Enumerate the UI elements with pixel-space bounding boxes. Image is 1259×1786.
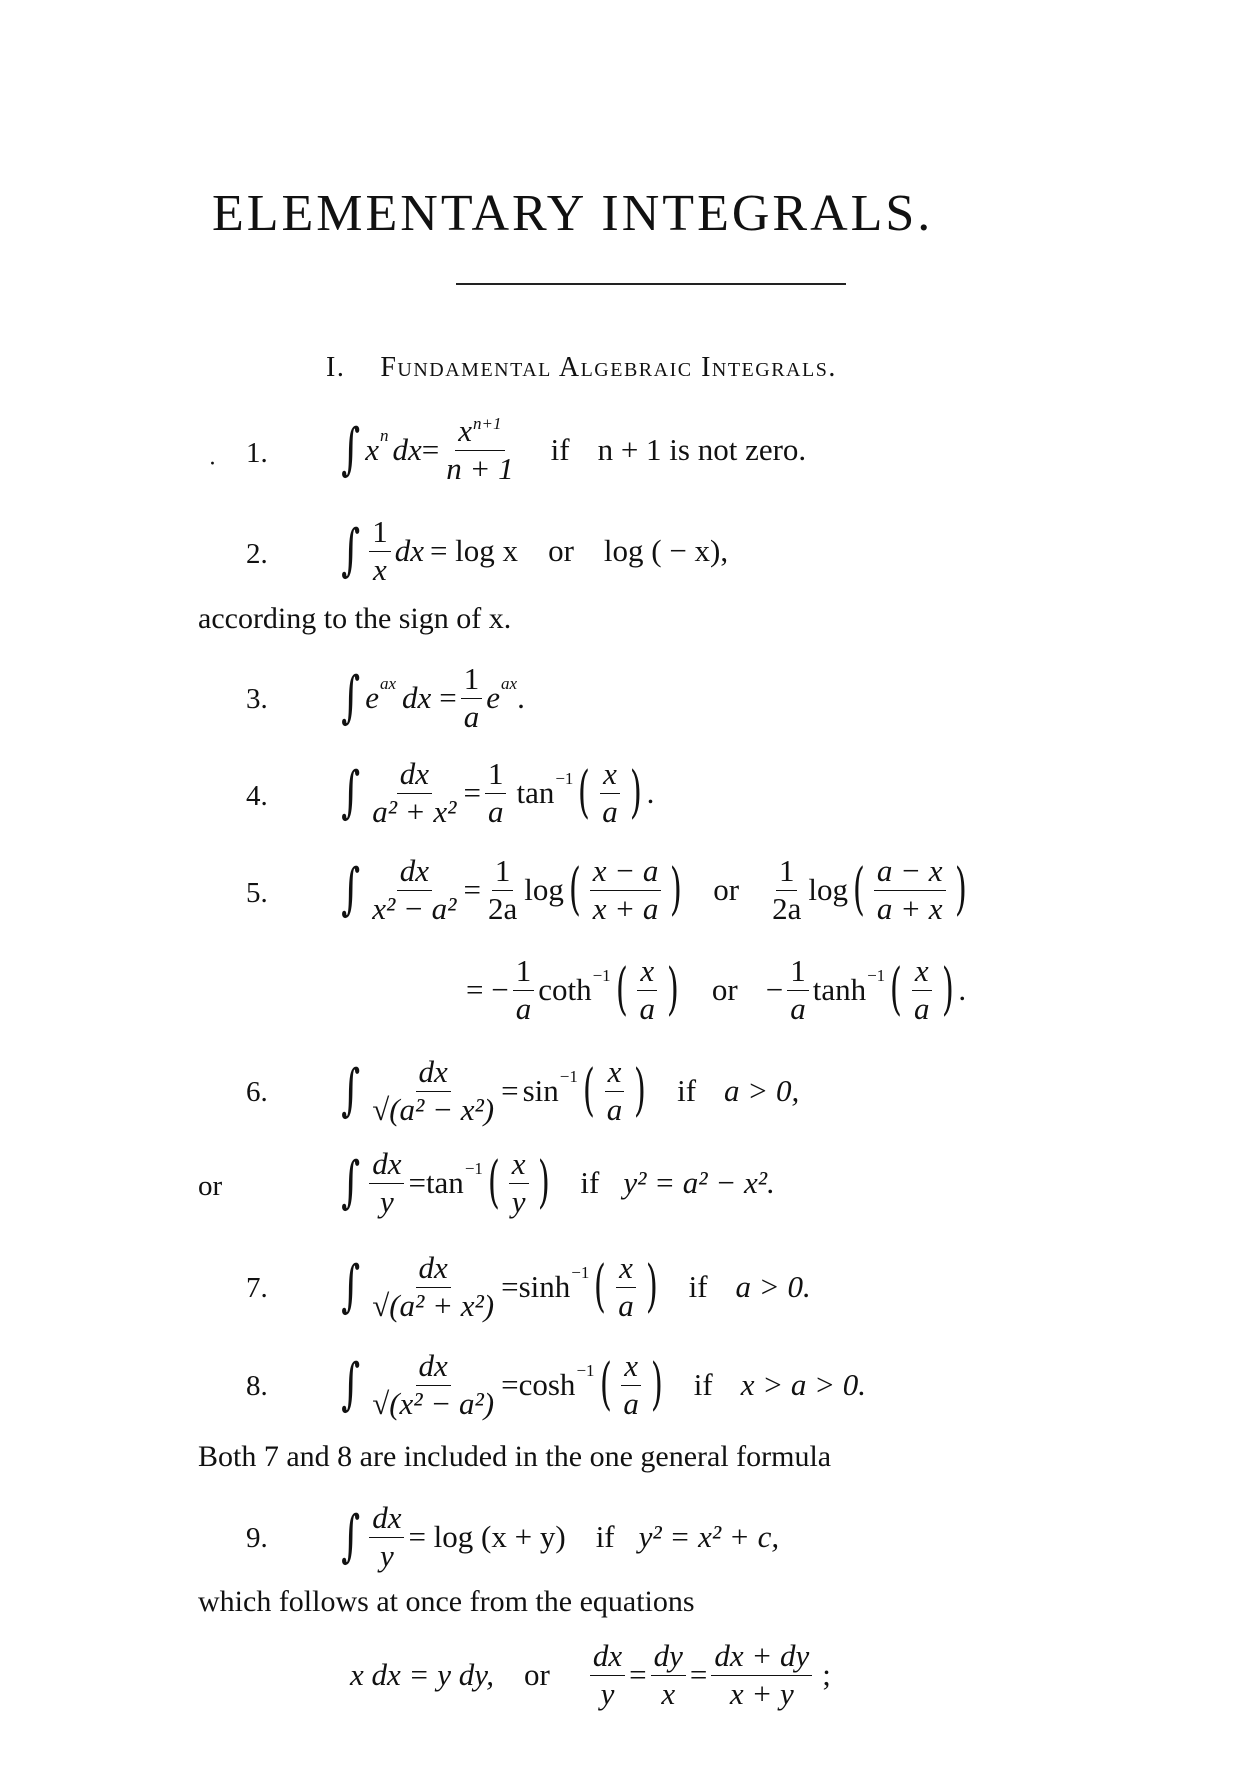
- differential: dx: [402, 680, 432, 715]
- numerator: dx: [372, 1499, 402, 1535]
- numerator: 1: [369, 516, 391, 552]
- equals-sign: =: [421, 432, 440, 467]
- title-rule: [456, 283, 846, 285]
- denominator: x: [373, 551, 387, 587]
- coefficient: [513, 952, 535, 1026]
- denominator: a: [602, 793, 618, 829]
- formula-number: 6.: [246, 1076, 268, 1108]
- condition: n + 1 is not zero.: [597, 432, 807, 467]
- inverse-exponent: −1: [592, 966, 611, 985]
- formula-4: [340, 755, 654, 831]
- equals-sign: =: [501, 1367, 519, 1402]
- differential: dx: [394, 533, 424, 568]
- numerator: x: [914, 952, 929, 988]
- fraction: [369, 852, 459, 926]
- denominator: √(a² + x²): [372, 1287, 495, 1323]
- function-name: tan: [425, 1165, 464, 1200]
- right-paren: ): [629, 760, 642, 825]
- equals-sign: =: [629, 1657, 647, 1692]
- denominator: a: [618, 1287, 634, 1323]
- numerator: dx: [399, 852, 429, 888]
- right-paren: ): [941, 957, 954, 1022]
- equals-sign: =: [408, 1165, 426, 1200]
- coefficient: [485, 852, 520, 926]
- formula-number: 2.: [246, 538, 268, 570]
- denominator: a: [623, 1385, 639, 1421]
- fraction: [369, 513, 391, 587]
- inverse-exponent: −1: [559, 1067, 578, 1086]
- numerator: dx: [418, 1249, 448, 1285]
- inverse-exponent: −1: [576, 1361, 595, 1380]
- denominator: √(a² − x²): [372, 1091, 495, 1127]
- denominator: a: [914, 990, 930, 1026]
- integrand-base: x: [365, 432, 379, 467]
- numerator: dx: [418, 1053, 448, 1089]
- numerator: 1: [513, 955, 535, 991]
- numerator: x: [619, 1249, 633, 1285]
- function-name: cosh: [518, 1367, 576, 1402]
- formula-8: [340, 1345, 866, 1425]
- formula-9: [340, 1497, 779, 1577]
- right-paren: ): [537, 1150, 550, 1215]
- coefficient: [787, 952, 809, 1026]
- condition: a > 0.: [735, 1269, 811, 1304]
- alternative-result: log ( − x),: [603, 533, 729, 568]
- numerator-exponent: n+1: [473, 413, 502, 433]
- denominator: a: [463, 698, 480, 734]
- numerator: x: [603, 755, 617, 791]
- numerator: dx: [592, 1637, 623, 1673]
- numerator: a − x: [876, 852, 943, 888]
- equals-sign: =: [463, 775, 481, 810]
- section-title: Fundamental Algebraic Integrals.: [380, 352, 837, 383]
- formula-number: 5.: [246, 877, 268, 909]
- formula-number: 8.: [246, 1370, 268, 1402]
- numerator: x: [511, 1145, 526, 1181]
- denominator: y: [379, 1537, 394, 1573]
- condition-word: if: [688, 1269, 708, 1304]
- equals-sign: =: [501, 1073, 519, 1108]
- condition: y² = x² + c,: [638, 1519, 780, 1554]
- denominator: n + 1: [446, 450, 514, 486]
- function-name: sin: [522, 1073, 559, 1108]
- denominator: x: [661, 1675, 676, 1711]
- formula-number: 4.: [246, 780, 268, 812]
- numerator: dy: [653, 1637, 683, 1673]
- argument: [911, 952, 933, 1026]
- formula-2: [340, 513, 728, 589]
- numerator: 1: [485, 758, 507, 794]
- or-word: or: [713, 872, 740, 907]
- function-name: coth: [538, 972, 592, 1007]
- integral-sign: ∫: [341, 665, 361, 730]
- formula-number: 1.: [246, 437, 268, 469]
- numerator: 1: [461, 663, 483, 699]
- exponent: ax: [379, 674, 396, 693]
- numerator: dx + dy: [714, 1637, 810, 1673]
- equals-sign: =: [439, 680, 457, 715]
- body-text: which follows at once from the equations: [198, 1585, 695, 1618]
- numerator: 1: [776, 855, 798, 891]
- integral-sign: ∫: [341, 1352, 361, 1417]
- period: .: [517, 680, 525, 715]
- numerator: x: [640, 952, 655, 988]
- body-text: Both 7 and 8 are included in the one general formula: [198, 1440, 832, 1473]
- integral-sign: ∫: [341, 760, 361, 825]
- denominator: x² − a²: [372, 890, 457, 926]
- left-paren: (: [852, 857, 865, 922]
- function-name: log: [524, 872, 564, 907]
- condition: x > a > 0.: [740, 1367, 867, 1402]
- section-heading: [326, 352, 837, 384]
- denominator: a + x: [876, 890, 943, 926]
- semicolon: ;: [822, 1657, 831, 1692]
- left-paren: (: [578, 760, 591, 825]
- numerator: x: [607, 1053, 622, 1089]
- inverse-exponent: −1: [464, 1159, 483, 1178]
- numerator: x: [458, 412, 473, 448]
- integral-sign: ∫: [341, 1254, 361, 1319]
- result: = log (x + y): [408, 1519, 566, 1554]
- equation: x dx = y dy,: [350, 1657, 494, 1692]
- argument: [615, 1249, 637, 1323]
- integral-sign: ∫: [341, 1150, 361, 1215]
- function-name: tan: [516, 775, 555, 810]
- denominator: a: [639, 990, 656, 1026]
- left-paren: (: [615, 957, 628, 1022]
- argument: [604, 1053, 626, 1127]
- right-paren: ): [954, 857, 967, 922]
- left-paren: (: [487, 1150, 500, 1215]
- rhs-exponent: ax: [501, 674, 518, 693]
- left-paren: (: [582, 1058, 595, 1123]
- denominator: a: [606, 1091, 623, 1127]
- denominator: a: [487, 793, 504, 829]
- formula-5: [340, 852, 971, 928]
- function-name: tanh: [812, 972, 867, 1007]
- integral-sign: ∫: [341, 1058, 361, 1123]
- condition-word: if: [580, 1165, 600, 1200]
- formula-number: 9.: [246, 1522, 268, 1554]
- page-title: ELEMENTARY INTEGRALS.: [212, 185, 934, 242]
- denominator: 2a: [487, 890, 518, 926]
- fraction: [369, 1053, 497, 1127]
- or-label: or: [198, 1170, 223, 1202]
- argument: [620, 1347, 642, 1421]
- result: = log x: [429, 533, 519, 568]
- fraction: [369, 1249, 497, 1323]
- fraction: [711, 1637, 812, 1711]
- coefficient: [769, 852, 804, 926]
- inverse-exponent: −1: [555, 769, 574, 788]
- left-paren: (: [568, 857, 581, 922]
- differential: dx: [392, 432, 422, 467]
- numerator: 1: [492, 855, 514, 891]
- argument: [590, 852, 662, 926]
- argument: [637, 952, 659, 1026]
- right-paren: ): [670, 857, 683, 922]
- fraction: [590, 1637, 625, 1711]
- condition-word: if: [595, 1519, 615, 1554]
- formula-3: [340, 660, 525, 736]
- denominator: √(x² − a²): [372, 1385, 495, 1421]
- equals-sign: =: [463, 872, 481, 907]
- fraction: [461, 660, 483, 734]
- formula-7: [340, 1247, 811, 1327]
- inverse-exponent: −1: [867, 966, 886, 985]
- left-paren: (: [890, 957, 903, 1022]
- fraction: [369, 1347, 497, 1421]
- function-name: sinh: [518, 1269, 571, 1304]
- fraction: [369, 1145, 404, 1219]
- denominator: a² + x²: [372, 793, 457, 829]
- right-paren: ): [634, 1058, 647, 1123]
- formula-1: [340, 412, 806, 488]
- equals-sign: =: [501, 1269, 519, 1304]
- or-word: or: [548, 533, 574, 568]
- equals-minus: = −: [466, 972, 509, 1007]
- condition-word: if: [550, 432, 570, 467]
- integral-sign: ∫: [341, 1504, 361, 1569]
- formula-6-alt: [340, 1143, 775, 1223]
- base: e: [365, 680, 379, 715]
- body-text: according to the sign of x.: [198, 602, 512, 635]
- argument: [599, 755, 621, 829]
- denominator: y: [511, 1183, 526, 1219]
- numerator: dx: [399, 755, 429, 791]
- final-equations: [350, 1635, 831, 1715]
- formula-5-line-2: [466, 952, 966, 1028]
- minus-sign: −: [765, 972, 784, 1007]
- condition-word: if: [693, 1367, 713, 1402]
- fraction: [651, 1637, 686, 1711]
- denominator: 2a: [772, 890, 802, 926]
- numerator: x − a: [592, 852, 659, 888]
- formula-number: 3.: [246, 683, 268, 715]
- or-word: or: [711, 972, 738, 1007]
- rhs-base: e: [486, 680, 501, 715]
- margin-dot: ·: [209, 452, 216, 477]
- fraction: [369, 755, 459, 829]
- period: .: [646, 775, 655, 810]
- right-paren: ): [645, 1254, 658, 1319]
- section-number: I.: [326, 352, 346, 383]
- formula-number: 7.: [246, 1272, 268, 1304]
- integral-sign: ∫: [341, 518, 361, 583]
- coefficient: [485, 755, 507, 829]
- condition-word: if: [677, 1073, 697, 1108]
- fraction: [369, 1499, 404, 1573]
- numerator: dx: [418, 1347, 448, 1383]
- left-paren: (: [594, 1254, 607, 1319]
- integral-sign: ∫: [341, 417, 361, 482]
- period: .: [958, 972, 967, 1007]
- numerator: dx: [372, 1145, 402, 1181]
- denominator: x + a: [592, 890, 659, 926]
- argument: [874, 852, 946, 926]
- equals-sign: =: [689, 1657, 708, 1692]
- left-paren: (: [599, 1352, 612, 1417]
- integrand-exponent: n: [379, 426, 389, 445]
- right-paren: ): [666, 957, 679, 1022]
- denominator: y: [600, 1675, 615, 1711]
- denominator: x + y: [729, 1675, 794, 1711]
- integral-sign: ∫: [341, 857, 361, 922]
- argument: [509, 1145, 529, 1219]
- inverse-exponent: −1: [571, 1263, 590, 1282]
- right-paren: ): [650, 1352, 663, 1417]
- or-word: or: [524, 1657, 550, 1692]
- condition: y² = a² − x².: [623, 1165, 775, 1200]
- formula-6: [340, 1051, 799, 1131]
- numerator: 1: [787, 955, 809, 991]
- denominator: a: [515, 990, 532, 1026]
- denominator: a: [790, 990, 806, 1026]
- fraction: [443, 412, 516, 486]
- condition: a > 0,: [724, 1073, 800, 1108]
- denominator: y: [379, 1183, 394, 1219]
- function-name: log: [808, 872, 848, 907]
- numerator: x: [624, 1347, 639, 1383]
